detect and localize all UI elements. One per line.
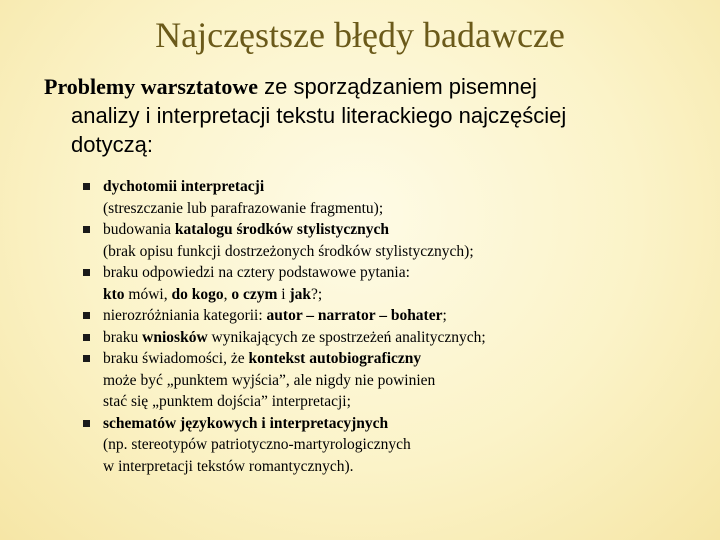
intro-paragraph: [44, 72, 704, 159]
list-item-line: [103, 348, 700, 370]
emphasized-text: schematów językowych i interpretacyjnych: [103, 414, 389, 432]
text-segment: braku: [103, 328, 143, 346]
text-segment: (brak opisu funkcji dostrzeżonych środków stylistycznych);: [103, 242, 474, 260]
text-segment: budowania: [103, 221, 175, 238]
emphasized-text: kontekst autobiograficzny: [248, 350, 422, 367]
text-segment: (np. stereotypów patriotyczno-martyrologicznych: [103, 436, 411, 453]
text-segment: wynikających ze spostrzeżeń analitycznych;: [207, 328, 486, 346]
text-segment: braku odpowiedzi na cztery podstawowe pytania:: [103, 264, 410, 281]
list-item-line: [103, 456, 700, 478]
text-segment: ?;: [311, 285, 323, 303]
list-item-line: [103, 413, 700, 435]
list-item: [80, 176, 700, 219]
text-segment: stać się „punktem dojścia” interpretacji;: [103, 393, 351, 410]
intro-line1-rest: ze sporządzaniem pisemnej: [258, 74, 537, 99]
emphasized-text: kto: [103, 285, 125, 303]
list-item-line: [103, 370, 700, 392]
square-bullet-icon: [83, 420, 90, 427]
list-item: [80, 305, 700, 327]
emphasized-text: o czym: [231, 285, 278, 303]
text-segment: i: [277, 285, 290, 303]
list-item: [80, 413, 700, 478]
list-item-line: [103, 305, 700, 327]
text-segment: mówi,: [124, 285, 172, 303]
list-item: [80, 219, 700, 262]
square-bullet-icon: [83, 312, 90, 319]
error-list: [80, 176, 700, 477]
text-segment: ;: [442, 307, 447, 324]
emphasized-text: do kogo: [171, 285, 224, 303]
emphasized-text: wniosków: [142, 328, 208, 346]
list-item-line: [103, 284, 700, 306]
square-bullet-icon: [83, 183, 90, 190]
list-item-line: [103, 219, 700, 241]
emphasized-text: autor – narrator – bohater: [266, 307, 443, 324]
square-bullet-icon: [83, 334, 90, 341]
intro-lead: Problemy warsztatowe: [44, 74, 259, 99]
list-item: [80, 262, 700, 305]
text-segment: ,: [223, 285, 232, 303]
square-bullet-icon: [83, 355, 90, 362]
intro-line3: dotyczą:: [71, 132, 153, 157]
list-item-line: [103, 198, 700, 220]
slide-title: Najczęstsze błędy badawcze: [155, 15, 565, 55]
list-item-line: [103, 327, 700, 349]
list-item-line: [103, 391, 700, 413]
emphasized-text: katalogu środków stylistycznych: [174, 221, 390, 238]
square-bullet-icon: [83, 269, 90, 276]
list-item-line: [103, 262, 700, 284]
list-item: [80, 348, 700, 413]
text-segment: może być „punktem wyjścia”, ale nigdy nie powinien: [103, 371, 436, 389]
emphasized-text: dychotomii interpretacji: [103, 178, 265, 195]
intro-line2: analizy i interpretacji tekstu literackiego najczęściej: [71, 103, 567, 128]
list-item: [80, 327, 700, 349]
list-item-line: [103, 434, 700, 456]
square-bullet-icon: [83, 226, 90, 233]
list-item-line: [103, 241, 700, 263]
text-segment: w interpretacji tekstów romantycznych).: [103, 457, 354, 475]
text-segment: nierozróżniania kategorii:: [103, 307, 267, 324]
list-item-line: [103, 176, 700, 198]
text-segment: (streszczanie lub parafrazowanie fragmentu);: [103, 199, 384, 217]
text-segment: braku świadomości, że: [103, 350, 249, 367]
emphasized-text: jak: [289, 285, 312, 303]
